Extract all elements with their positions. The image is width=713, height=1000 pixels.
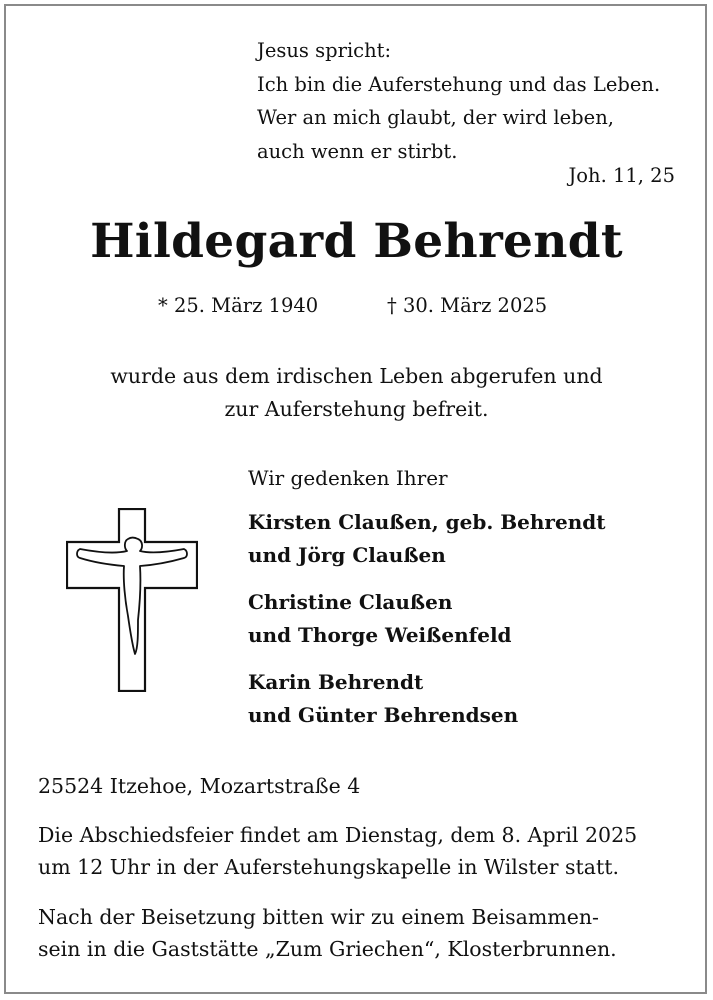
verse-line: auch wenn er stirbt.: [257, 139, 458, 163]
mourner-name: Christine Claußen: [248, 590, 453, 614]
verse-line: Ich bin die Auferstehung und das Leben.: [257, 72, 661, 96]
mourner-name: und Günter Behrendsen: [248, 703, 519, 727]
deceased-name: Hildegard Behrendt: [90, 214, 623, 269]
mourner-name: und Thorge Weißenfeld: [248, 623, 512, 647]
mourner-name: und Jörg Claußen: [248, 543, 446, 567]
ceremony-line: um 12 Uhr in der Auferstehungskapelle in Wilster statt.: [38, 854, 620, 879]
death-date: † 30. März 2025: [387, 294, 548, 317]
reception-line: sein in die Gaststätte „Zum Griechen“, Klosterbrunnen.: [38, 936, 617, 961]
mourners-heading: Wir gedenken Ihrer: [248, 466, 448, 490]
intro-line: wurde aus dem irdischen Leben abgerufen und: [110, 364, 603, 388]
address: 25524 Itzehoe, Mozartstraße 4: [38, 774, 361, 798]
crucifix-icon: [66, 508, 198, 692]
verse-line: Wer an mich glaubt, der wird leben,: [257, 106, 614, 129]
mourner-group: [248, 506, 605, 572]
reception-line: Nach der Beisetzung bitten wir zu einem Beisammen-: [38, 905, 599, 929]
intro-text: [0, 360, 713, 426]
verse-line: Jesus spricht:: [257, 39, 392, 62]
intro-line: zur Auferstehung befreit.: [224, 397, 489, 421]
mourner-group: [248, 586, 512, 652]
ceremony-line: Die Abschiedsfeier findet am Dienstag, dem 8. April 2025: [38, 823, 638, 847]
verse-reference: Joh. 11, 25: [568, 164, 675, 187]
mourner-group: [248, 666, 518, 732]
mourner-name: Karin Behrendt: [248, 670, 424, 694]
ceremony-info: [38, 820, 637, 883]
mourner-name: Kirsten Claußen, geb. Behrendt: [248, 510, 606, 534]
bible-verse: [257, 34, 660, 168]
birth-date: * 25. März 1940: [158, 294, 319, 317]
reception-info: [38, 902, 617, 965]
